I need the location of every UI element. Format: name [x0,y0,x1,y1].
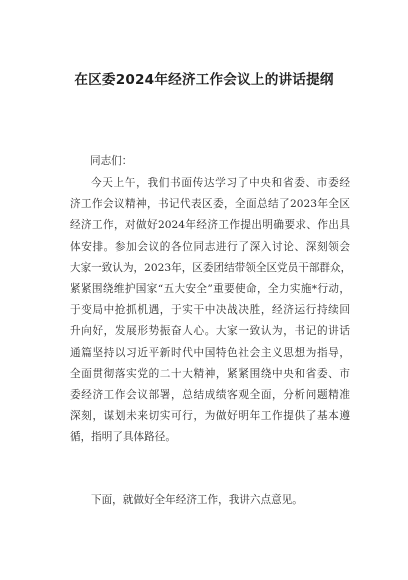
paragraph-line: 今天上午，我们书面传达学习了中央和省委、市委经 [91,177,350,189]
paragraph-line: 体安排。参加会议的各位同志进行了深入讨论、深刻领会 [70,240,350,253]
paragraph-line: 循，指明了具体路径。 [70,431,176,444]
paragraph-line: 大家一致认为，2023年，区委团结带领全区党员干部群众， [70,261,352,274]
paragraph-line: 下面，就做好全年经济工作，我讲六点意见。 [91,494,303,506]
paragraph-1 [70,173,350,448]
paragraph-line: 全面贯彻落实党的二十大精神，紧紧围绕中央和省委、市 [70,367,350,380]
paragraph-line: 于变局中抢抓机遇，于实干中决战决胜，经济运行持续回 [70,304,350,317]
paragraph-2 [70,490,350,511]
paragraph-line: 委经济工作会议部署，总结成绩客观全面，分析问题精准 [70,388,350,401]
paragraph-line: 通篇坚持以习近平新时代中国特色社会主义思想为指导， [70,346,350,359]
paragraph-line: 紧紧围绕维护国家“五大安全”重要使命，全力实施*行动， [70,282,350,295]
paragraph-line: 深刻，谋划未来切实可行，为做好明年工作提供了基本遵 [70,410,350,423]
document-title: 在区委2024年经济工作会议上的讲话提纲 [74,72,334,88]
salutation: 同志们： [90,155,133,167]
paragraph-line: 济工作会议精神，书记代表区委，全面总结了2023年全区 [70,198,350,211]
paragraph-line: 升向好，发展形势振奋人心。大家一致认为，书记的讲话 [70,325,350,338]
paragraph-line: 经济工作，对做好2024年经济工作提出明确要求、作出具 [70,219,350,232]
